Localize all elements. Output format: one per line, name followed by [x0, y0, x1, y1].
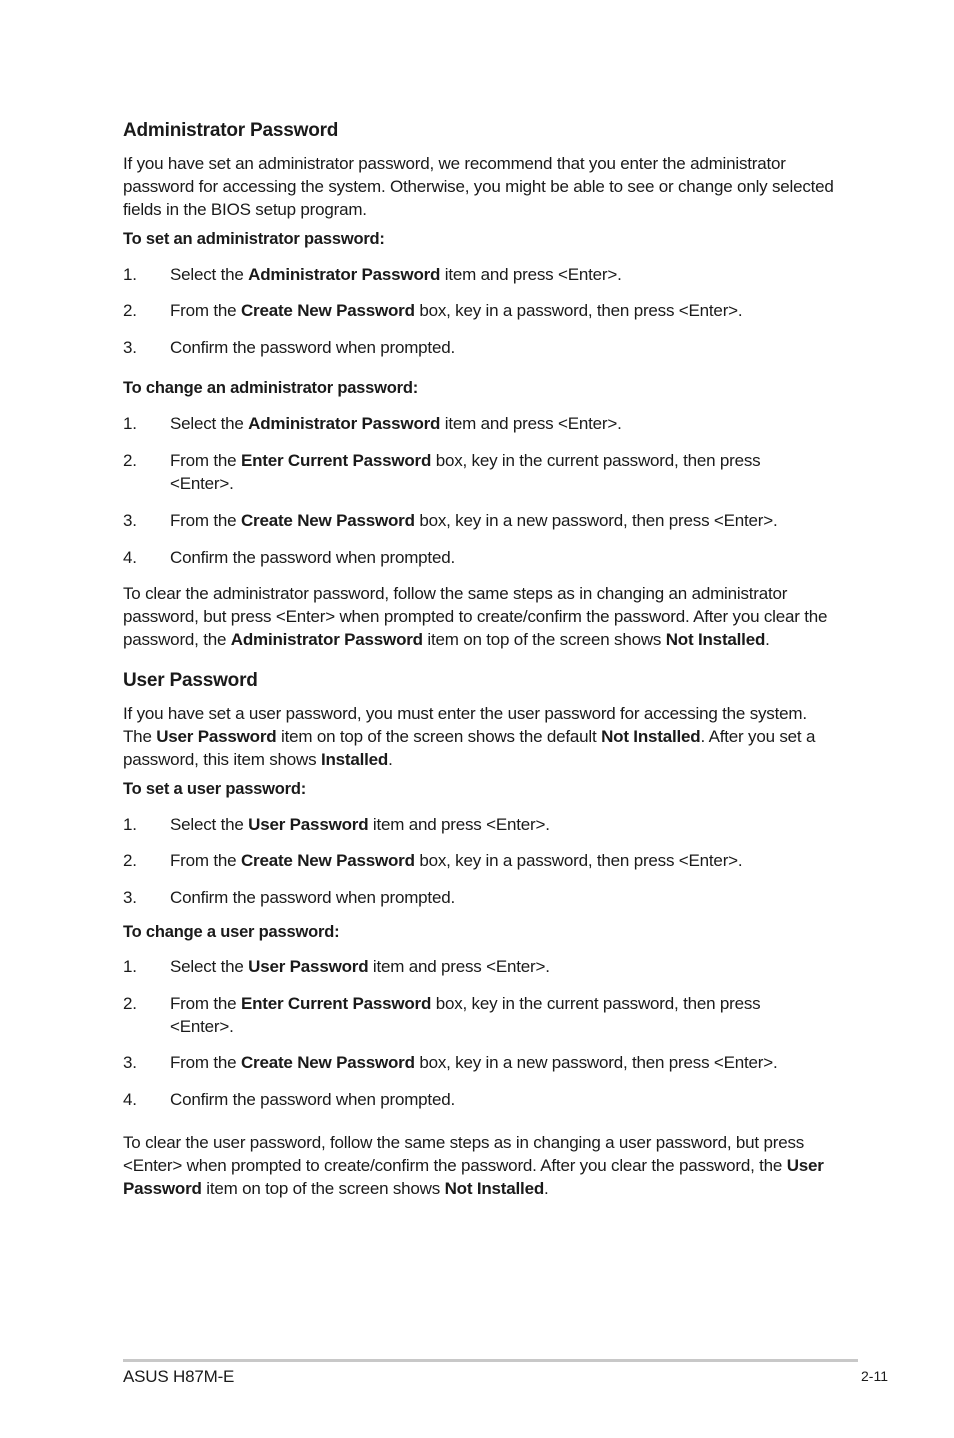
user-change-title: To change a user password:	[123, 923, 340, 941]
admin-clear-paragraph: To clear the administrator password, follow the same steps as in changing an administrator password, but press <Enter> when prompted to create/confirm the password. After you clear the password, the Administrator Password item on top of the screen shows Not Installed.	[123, 584, 828, 649]
user-clear-paragraph: To clear the user password, follow the same steps as in changing a user password, but press <Enter> when prompted to create/confirm the password. After you clear the password, the User Password item on top of the screen shows Not Installed.	[123, 1133, 824, 1198]
list-item: 1. Select the Administrator Password item and press <Enter>.	[123, 265, 622, 284]
list-item: 1. Select the User Password item and press <Enter>.	[123, 957, 550, 976]
list-item: 4. Confirm the password when prompted.	[123, 548, 455, 567]
list-item: 1. Select the User Password item and press <Enter>.	[123, 815, 550, 834]
list-item: 3. Confirm the password when prompted.	[123, 888, 455, 907]
footer-page-number: 2-11	[861, 1368, 888, 1384]
page-content	[123, 118, 839, 1200]
list-item: 1. Select the Administrator Password item and press <Enter>.	[123, 414, 622, 433]
admin-change-title: To change an administrator password:	[123, 379, 419, 397]
admin-password-heading: Administrator Password	[123, 120, 339, 141]
list-item: 3. From the Create New Password box, key in a new password, then press <Enter>.	[123, 511, 778, 530]
list-item: 4. Confirm the password when prompted.	[123, 1090, 455, 1109]
footer-divider	[123, 1359, 858, 1362]
user-set-title: To set a user password:	[123, 780, 307, 798]
user-intro: If you have set a user password, you must enter the user password for accessing the system. The User Password item on top of the screen shows the default Not Installed. After you set a password, this item shows Installed.	[123, 704, 816, 769]
list-item: 2. From the Create New Password box, key in a password, then press <Enter>.	[123, 301, 743, 320]
user-password-heading: User Password	[123, 670, 258, 691]
list-item: 3. Confirm the password when prompted.	[123, 338, 455, 357]
list-item: 2. From the Enter Current Password box, key in the current password, then press <Enter>.	[123, 994, 761, 1036]
user-change-steps	[123, 955, 839, 1111]
user-set-steps	[123, 813, 839, 909]
list-item: 3. From the Create New Password box, key in a new password, then press <Enter>.	[123, 1053, 778, 1072]
admin-intro: If you have set an administrator password, we recommend that you enter the administrator password for accessing the system. Otherwise, you might be able to see or change only selected fields in the BIOS setup program.	[123, 154, 834, 219]
admin-set-steps	[123, 263, 839, 359]
admin-set-title: To set an administrator password:	[123, 230, 385, 248]
admin-change-steps	[123, 412, 839, 569]
list-item: 2. From the Enter Current Password box, key in the current password, then press <Enter>.	[123, 451, 761, 493]
footer-product-name: ASUS H87M-E	[123, 1367, 235, 1386]
list-item: 2. From the Create New Password box, key in a password, then press <Enter>.	[123, 851, 743, 870]
